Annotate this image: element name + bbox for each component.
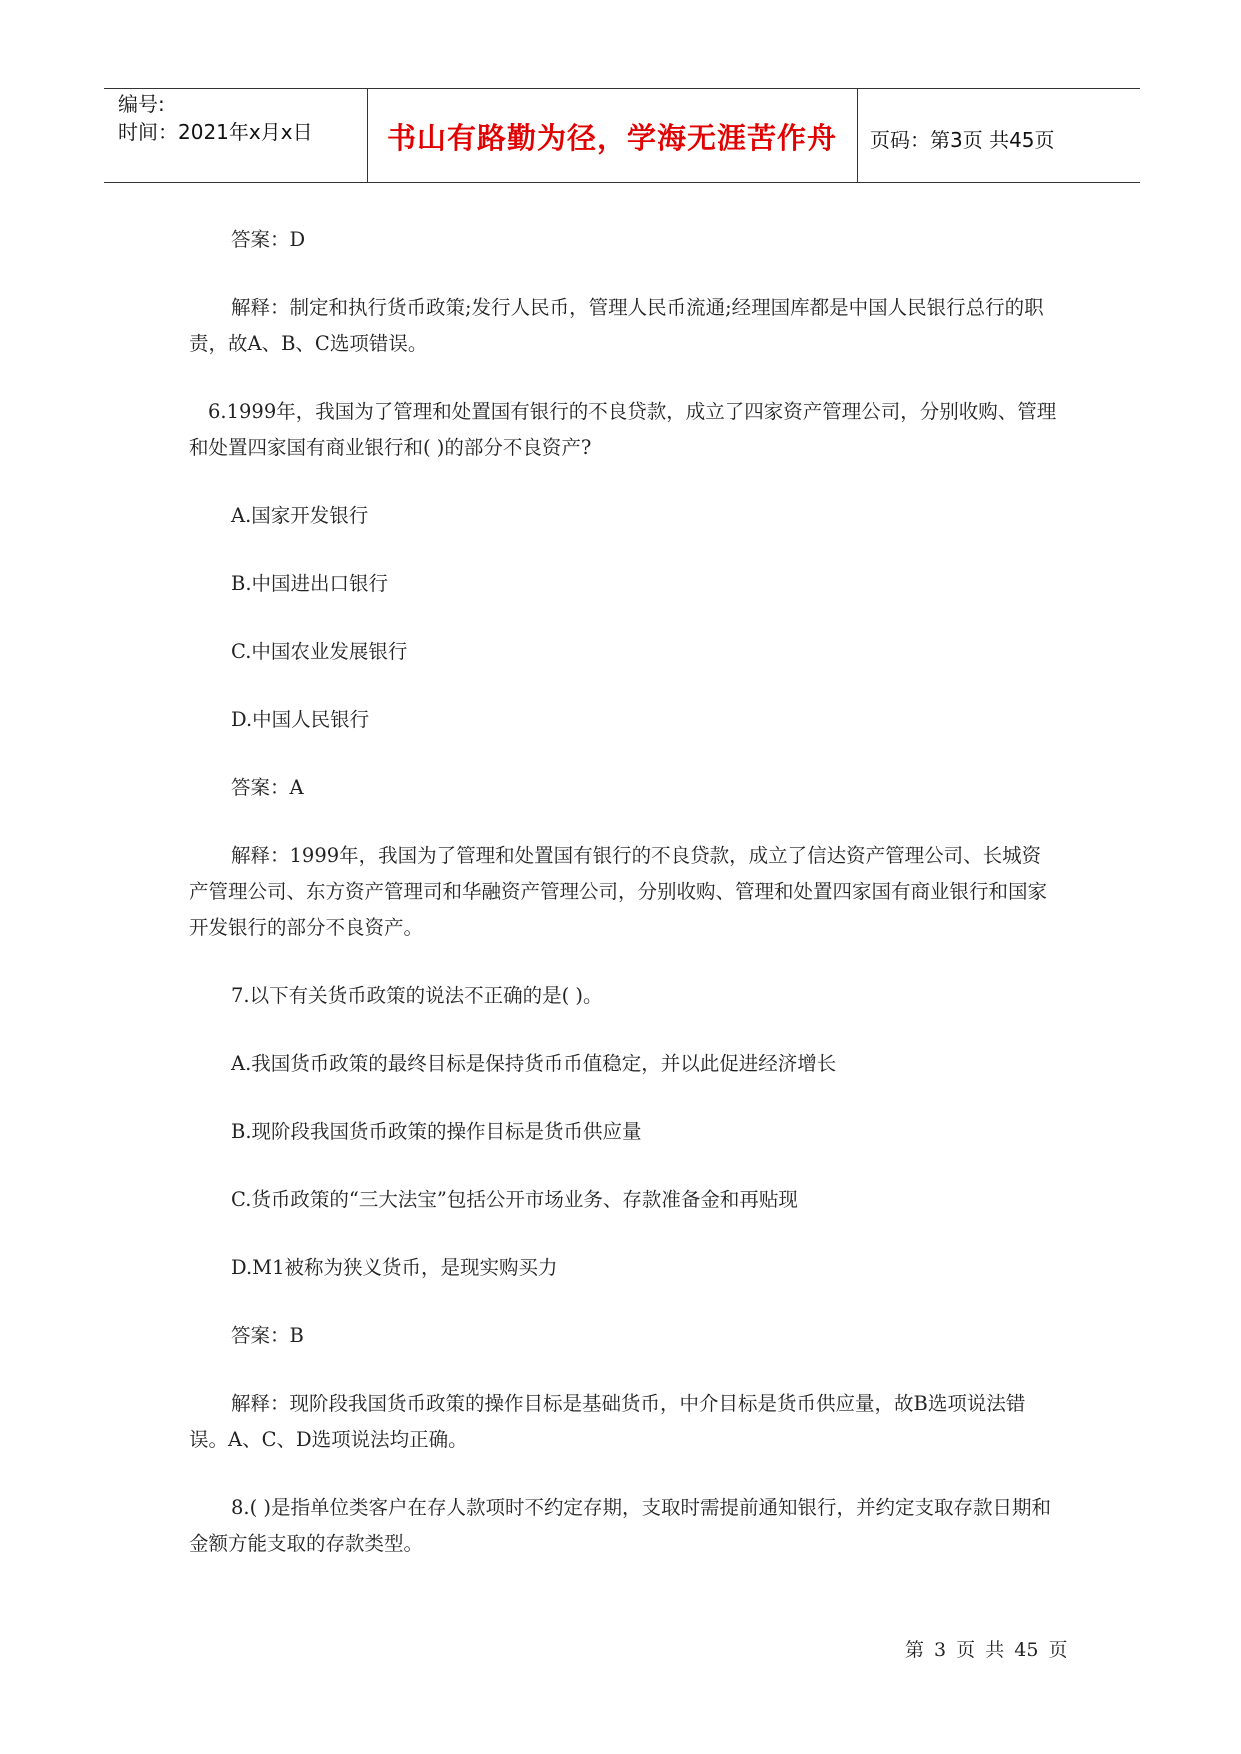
question-8: 8.( )是指单位类客户在存人款项时不约定存期，支取时需提前通知银行，并约定支取存款日期和金额方能支取的存款类型。 (189, 1496, 1052, 1555)
serial-label: 编号: (118, 92, 165, 116)
option-6a: A.国家开发银行 (231, 504, 369, 527)
option-7d: D.M1被称为狭义货币，是现实购买力 (231, 1256, 558, 1279)
document-body (189, 222, 1059, 1594)
explanation-q5: 解释：制定和执行货币政策;发行人民币，管理人民币流通;经理国库都是中国人民银行总行的职责，故A、B、C选项错误。 (189, 296, 1044, 355)
option-6c: C.中国农业发展银行 (231, 640, 408, 663)
question-6: 6.1999年，我国为了管理和处置国有银行的不良贷款，成立了四家资产管理公司，分别收购、管理和处置四家国有商业银行和( )的部分不良资产? (189, 400, 1057, 459)
header-divider-right (857, 88, 858, 182)
page-footer: 第 3 页 共 45 页 (905, 1639, 1068, 1661)
answer-q7: 答案：B (231, 1324, 304, 1347)
option-6b: B.中国进出口银行 (231, 572, 389, 595)
header-meta (118, 90, 363, 146)
option-7c: C.货币政策的“三大法宝”包括公开市场业务、存款准备金和再贴现 (231, 1188, 798, 1211)
answer-q5: 答案：D (231, 228, 306, 251)
answer-q6: 答案：A (231, 776, 304, 799)
header-bottom-rule (104, 182, 1140, 183)
header-motto: 书山有路勤为径，学海无涯苦作舟 (386, 121, 837, 155)
explanation-q7: 解释：现阶段我国货币政策的操作目标是基础货币，中介目标是货币供应量，故B选项说法错误。A、C、D选项说法均正确。 (189, 1392, 1026, 1451)
option-6d: D.中国人民银行 (231, 708, 370, 731)
time-label: 时间：2021年x月x日 (118, 120, 313, 144)
option-7b: B.现阶段我国货币政策的操作目标是货币供应量 (231, 1120, 642, 1143)
explanation-q6: 解释：1999年，我国为了管理和处置国有银行的不良贷款，成立了信达资产管理公司、长城资产管理公司、东方资产管理司和华融资产管理公司，分别收购、管理和处置四家国有商业银行和国家开发银行的部分不良资产。 (189, 844, 1048, 939)
question-7: 7.以下有关货币政策的说法不正确的是( )。 (231, 984, 603, 1007)
header-top-rule (104, 88, 1140, 89)
header-page-number: 页码：第3页 共45页 (870, 128, 1055, 152)
option-7a: A.我国货币政策的最终目标是保持货币币值稳定，并以此促进经济增长 (231, 1052, 837, 1075)
